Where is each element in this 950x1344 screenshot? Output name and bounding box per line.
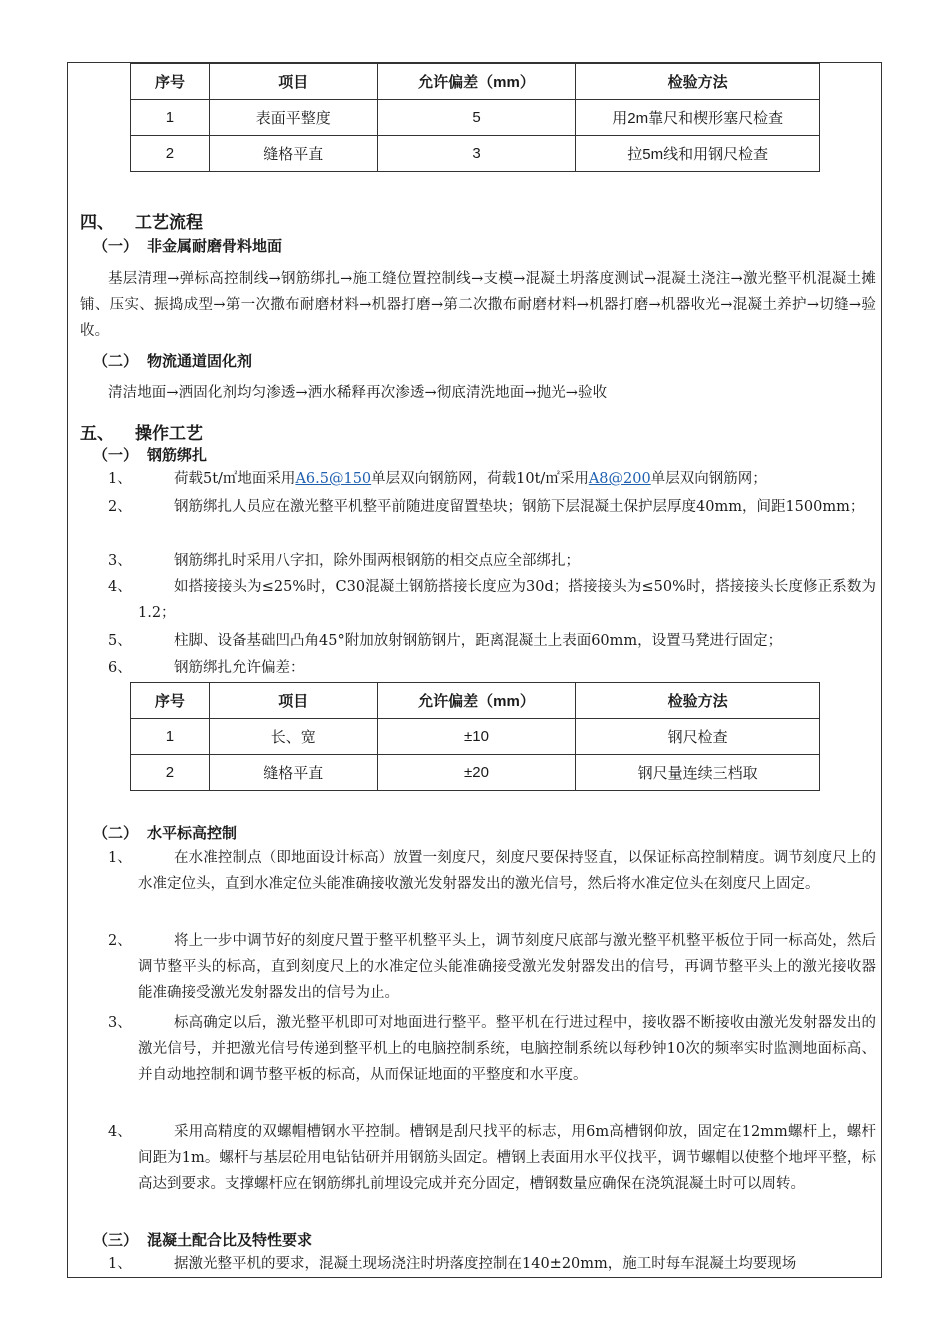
table-cell: 1: [131, 100, 210, 136]
rebar-spec-link[interactable]: A6.5@150: [295, 471, 372, 487]
list-item: [108, 466, 876, 492]
subsection-title: 混凝土配合比及特性要求: [147, 1231, 313, 1249]
list-item: [108, 574, 876, 626]
item-number: 4、: [108, 1124, 132, 1140]
table-cell: 1: [131, 719, 210, 755]
list-item: [108, 628, 876, 654]
section-5-heading: [80, 419, 203, 444]
item-text-part: 荷载5t/㎡地面采用: [174, 471, 296, 487]
table-cell: 表面平整度: [209, 100, 377, 136]
item-number: 1、: [108, 471, 132, 487]
list-item: [108, 1119, 876, 1197]
section-title: 工艺流程: [135, 213, 203, 233]
subsection-heading: [93, 350, 252, 371]
item-text: 钢筋绑扎时采用八字扣，除外围两根钢筋的相交点应全部绑扎；: [174, 553, 580, 569]
table-header-cell: 序号: [131, 64, 210, 100]
section-title: 操作工艺: [135, 424, 203, 444]
table-cell: 长、宽: [209, 719, 377, 755]
table-header-cell: 检验方法: [576, 64, 820, 100]
list-item: [108, 845, 876, 897]
table-cell: ±20: [377, 755, 576, 791]
table-header-cell: 项目: [209, 683, 377, 719]
tolerance-table-1: [130, 63, 820, 172]
process-flow-1: 基层清理→弹标高控制线→钢筋绑扎→施工缝位置控制线→支模→混凝土坍落度测试→混凝土浇注→激光整平机混凝土摊铺、压实、振捣成型→第一次撒布耐磨材料→机器打磨→第二次撒布耐磨材料→机器打磨→机器收光→混凝土养护→切缝→验收。: [80, 271, 876, 339]
table-row: [131, 719, 820, 755]
table-header-cell: 允许偏差（mm）: [377, 683, 576, 719]
subsection-number: （一）: [93, 446, 139, 464]
table-cell: 钢尺量连续三档取: [576, 755, 820, 791]
rebar-spec-link[interactable]: A8@200: [588, 471, 651, 487]
item-number: 5、: [108, 633, 132, 649]
table-cell: 2: [131, 136, 210, 172]
item-number: 3、: [108, 553, 132, 569]
table-cell: 拉5m线和用钢尺检查: [576, 136, 820, 172]
item-number: 1、: [108, 1256, 132, 1272]
list-item: [108, 494, 876, 520]
table-row: [131, 100, 820, 136]
subsection-number: （二）: [93, 824, 139, 842]
subsection-title: 钢筋绑扎: [147, 446, 208, 464]
item-number: 2、: [108, 499, 132, 515]
process-flow-2: 清洁地面→洒固化剂均匀渗透→洒水稀释再次渗透→彻底清洗地面→抛光→验收: [108, 385, 608, 401]
item-text: 柱脚、设备基础凹凸角45°附加放射钢筋钢片，距离混凝土上表面60mm，设置马凳进行固定；: [174, 633, 783, 649]
subsection-heading: [93, 235, 282, 256]
subsection-heading: [93, 822, 237, 843]
subsection-title: 非金属耐磨骨料地面: [147, 237, 283, 255]
item-text: 标高确定以后，激光整平机即可对地面进行整平。整平机在行进过程中，接收器不断接收由激光发射器发出的激光信号，并把激光信号传递到整平机上的电脑控制系统，电脑控制系统以每秒钟10次的频率实时监测地面标高、并自动地控制和调节整平板的标高，从而保证地面的平整度和水平度。: [138, 1015, 876, 1083]
item-text: 钢筋绑扎允许偏差：: [174, 660, 305, 676]
item-text: 据激光整平机的要求，混凝土现场浇注时坍落度控制在140±20mm，施工时每车混凝土均要现场: [174, 1256, 797, 1272]
table-cell: 钢尺检查: [576, 719, 820, 755]
tolerance-table-2: [130, 682, 820, 791]
item-text: 在水准控制点（即地面设计标高）放置一刻度尺，刻度尺要保持竖直，以保证标高控制精度。调节刻度尺上的水准定位头，直到水准定位头能准确接收激光发射器发出的激光信号，然后将水准定位头在刻度尺上固定。: [138, 850, 876, 892]
subsection-number: （三）: [93, 1231, 139, 1249]
table-header-cell: 序号: [131, 683, 210, 719]
section-number: 四、: [80, 213, 114, 233]
list-item: [108, 548, 876, 574]
subsection-heading: [93, 1229, 312, 1250]
table-cell: 3: [377, 136, 576, 172]
table-header-row: [131, 64, 820, 100]
section-4-heading: [80, 208, 203, 233]
table-cell: 2: [131, 755, 210, 791]
subsection-title: 物流通道固化剂: [147, 352, 253, 370]
table-cell: 用2m靠尺和楔形塞尺检查: [576, 100, 820, 136]
table-row: [131, 755, 820, 791]
item-text: 将上一步中调节好的刻度尺置于整平机整平头上，调节刻度尺底部与激光整平机整平板位于同一标高处，然后调节整平头的标高，直到刻度尺上的水准定位头能准确接受激光发射器发出的信号，再调节整平头上的激光接收器能准确接受激光发射器发出的信号为止。: [138, 933, 876, 1001]
subsection-number: （二）: [93, 352, 139, 370]
table-header-cell: 允许偏差（mm）: [377, 64, 576, 100]
table-header-cell: 检验方法: [576, 683, 820, 719]
item-text: 采用高精度的双螺帽槽钢水平控制。槽钢是刮尺找平的标志，用6m高槽钢仰放，固定在12mm螺杆上，螺杆间距为1m。螺杆与基层砼用电钻钻研并用钢筋头固定。槽钢上表面用水平仪找平，调节螺帽以使整个地坪平整，标高达到要求。支撑螺杆应在钢筋绑扎前埋设完成并充分固定，槽钢数量应确保在浇筑混凝土时可以周转。: [138, 1124, 876, 1192]
item-text: [108, 466, 876, 492]
list-item: [108, 1251, 876, 1277]
item-number: 6、: [108, 660, 132, 676]
table-header-cell: 项目: [209, 64, 377, 100]
section-number: 五、: [80, 424, 114, 444]
table-cell: 5: [377, 100, 576, 136]
list-item: [108, 928, 876, 1006]
item-text-part: 单层双向钢筋网，荷载10t/㎡采用: [371, 471, 589, 487]
item-number: 3、: [108, 1015, 132, 1031]
list-item: [108, 655, 876, 681]
item-text: 如搭接接头为≤25%时，C30混凝土钢筋搭接长度应为30d；搭接接头为≤50%时，搭接接头长度修正系数为1.2；: [138, 579, 876, 621]
table-cell: ±10: [377, 719, 576, 755]
subsection-heading: [93, 444, 207, 465]
subsection-title: 水平标高控制: [147, 824, 238, 842]
table-row: [131, 136, 820, 172]
table-header-row: [131, 683, 820, 719]
item-number: 4、: [108, 579, 132, 595]
subsection-number: （一）: [93, 237, 139, 255]
item-number: 2、: [108, 933, 132, 949]
item-number: 1、: [108, 850, 132, 866]
table-cell: 缝格平直: [209, 755, 377, 791]
list-item: [108, 1010, 876, 1088]
item-text-part: 单层双向钢筋网；: [650, 471, 767, 487]
item-text: 钢筋绑扎人员应在激光整平机整平前随进度留置垫块；钢筋下层混凝土保护层厚度40mm，间距1500mm；: [174, 499, 865, 515]
table-cell: 缝格平直: [209, 136, 377, 172]
